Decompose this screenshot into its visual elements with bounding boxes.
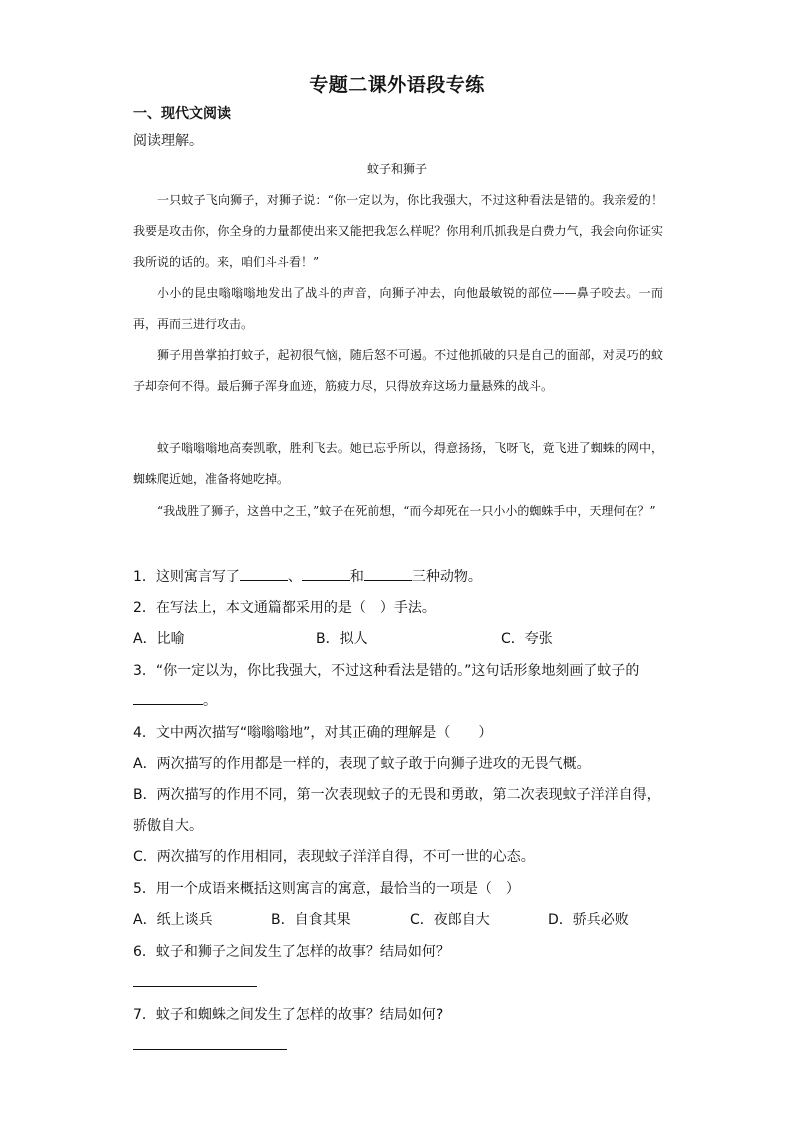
question-7: 7．蚊子和蜘蛛之间发生了怎样的故事？结局如何? — [133, 1007, 444, 1023]
answer-blank-2[interactable] — [302, 566, 350, 581]
q4-option-c[interactable]: C．两次描写的作用相同，表现蚊子洋洋自得，不可一世的心态。 — [133, 849, 535, 865]
q5-option-b[interactable]: B．自食其果 — [271, 912, 351, 928]
q6-answer-line[interactable] — [133, 986, 257, 987]
story-paragraph-5: “我战胜了狮子，这兽中之王，”蚊子在死前想，“而今却死在一只小小的蜘蛛手中，天理何在？” — [157, 504, 656, 518]
answer-blank-3[interactable] — [364, 566, 412, 581]
question-5: 5．用一个成语来概括这则寓言的寓意，最恰当的一项是（ ） — [133, 881, 520, 897]
section-heading: 一、现代文阅读 — [133, 106, 231, 122]
story-title: 蚊子和狮子 — [366, 162, 427, 176]
q4-option-b[interactable]: B．两次描写的作用不同，第一次表现蚊子的无畏和勇敢，第二次表现蚊子洋洋自得， — [133, 787, 661, 803]
q2-option-b[interactable]: B．拟人 — [316, 631, 368, 647]
q2-option-a[interactable]: A．比喻 — [133, 631, 185, 647]
instruction-text: 阅读理解。 — [133, 133, 203, 149]
question-4: 4．文中两次描写“嗡嗡嗡地”，对其正确的理解是（ ） — [133, 725, 493, 741]
document-title: 专题二课外语段专练 — [309, 74, 485, 96]
story-paragraph-4: 蚊子嗡嗡嗡地高奏凯歌，胜利飞去。她已忘乎所以，得意扬扬，飞呀飞，竟飞进了蜘蛛的网中，蜘蛛爬近她，准备将她吃掉。 — [133, 441, 663, 486]
q5-option-d[interactable]: D．骄兵必败 — [548, 912, 629, 928]
question-2: 2．在写法上，本文通篇都采用的是（ ）手法。 — [133, 600, 436, 616]
q4-option-a[interactable]: A．两次描写的作用都是一样的，表现了蚊子敢于向狮子进攻的无畏气概。 — [133, 756, 591, 772]
story-paragraph-1: 一只蚊子飞向狮子，对狮子说：“你一定以为，你比我强大，不过这种看法是错的。我亲爱的！我要是攻击你，你全身的力量都使出来又能把我怎么样呢？你用利爪抓我是白费力气，我会向你证实我所说的话的。来，咱们斗斗看！” — [133, 193, 663, 269]
story-paragraph-2: 小小的昆虫嗡嗡嗡地发出了战斗的声音，向狮子冲去，向他最敏锐的部位——鼻子咬去。一而再，再而三进行攻击。 — [133, 286, 663, 331]
q3-answer-blank[interactable] — [133, 690, 203, 705]
answer-blank-1[interactable] — [240, 566, 288, 581]
q5-option-c[interactable]: C．夜郎自大 — [410, 912, 490, 928]
story-paragraph-3: 狮子用兽掌拍打蚊子，起初很气恼，随后怒不可遏。不过他抓破的只是自己的面部，对灵巧的蚊子却奈何不得。最后狮子浑身血迹，筋疲力尽，只得放弃这场力量悬殊的战斗。 — [133, 348, 663, 393]
q2-option-c[interactable]: C．夸张 — [501, 631, 553, 647]
q7-answer-line[interactable] — [133, 1049, 287, 1050]
q4-option-b-continued: 骄傲自大。 — [133, 818, 203, 834]
q5-option-a[interactable]: A．纸上谈兵 — [133, 912, 213, 928]
question-3: 3．“你一定以为，你比我强大，不过这种看法是错的。”这句话形象地刻画了蚊子的 — [133, 663, 640, 679]
question-6: 6．蚊子和狮子之间发生了怎样的故事？结局如何？ — [133, 944, 450, 960]
question-1: 1．这则寓言写了 、 和 三种动物。 — [133, 566, 482, 586]
q3-answer-row: 。 — [133, 690, 217, 710]
